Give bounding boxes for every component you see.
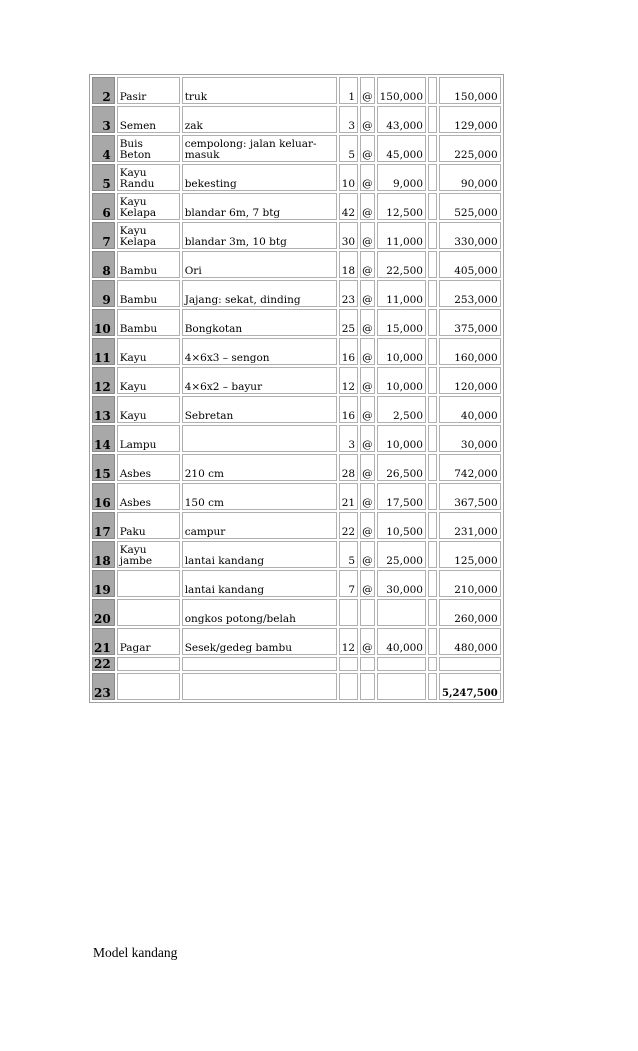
empty-cell [428,222,437,249]
unit-price-cell: 30,000 [377,570,426,597]
at-sign-cell: @ [360,541,375,568]
description-cell [182,657,337,671]
description-cell: lantai kandang [182,541,337,568]
item-name-cell: Kayu jambe [117,541,180,568]
row-number-cell: 4 [92,135,115,162]
table-row [92,106,501,133]
at-sign-cell: @ [360,251,375,278]
unit-price-cell [377,599,426,626]
empty-cell [428,673,437,700]
unit-price-cell: 26,500 [377,454,426,481]
item-name-cell: Asbes [117,483,180,510]
empty-cell [428,541,437,568]
empty-cell [428,512,437,539]
line-total-cell [439,657,501,671]
item-name-cell [117,673,180,700]
unit-price-cell: 10,000 [377,367,426,394]
quantity-cell: 7 [339,570,358,597]
item-name-cell: Paku [117,512,180,539]
item-name-cell: Kayu Kelapa [117,193,180,220]
line-total-cell: 125,000 [439,541,501,568]
empty-cell [428,599,437,626]
table-row [92,338,501,365]
quantity-cell: 23 [339,280,358,307]
table-row [92,628,501,655]
quantity-cell: 21 [339,483,358,510]
empty-cell [428,164,437,191]
item-name-cell: Kayu [117,338,180,365]
table-row [92,280,501,307]
line-total-cell: 30,000 [439,425,501,452]
item-name-cell [117,657,180,671]
item-name-cell: Bambu [117,309,180,336]
item-name-cell: Buis Beton [117,135,180,162]
line-total-cell: 150,000 [439,77,501,104]
item-name-cell: Bambu [117,251,180,278]
unit-price-cell: 11,000 [377,222,426,249]
at-sign-cell: @ [360,222,375,249]
empty-cell [428,251,437,278]
row-number-cell: 6 [92,193,115,220]
quantity-cell: 12 [339,628,358,655]
at-sign-cell [360,599,375,626]
table-row [92,251,501,278]
description-cell: Jajang: sekat, dinding [182,280,337,307]
at-sign-cell: @ [360,280,375,307]
item-name-cell: Bambu [117,280,180,307]
item-name-cell: Kayu Randu [117,164,180,191]
table-row [92,541,501,568]
at-sign-cell: @ [360,570,375,597]
line-total-cell: 375,000 [439,309,501,336]
table-row [92,367,501,394]
at-sign-cell: @ [360,367,375,394]
description-cell: Sebretan [182,396,337,423]
line-total-cell: 225,000 [439,135,501,162]
spreadsheet-body [92,77,501,700]
description-cell: truk [182,77,337,104]
empty-cell [428,280,437,307]
unit-price-cell: 43,000 [377,106,426,133]
row-number-cell: 17 [92,512,115,539]
quantity-cell [339,673,358,700]
unit-price-cell: 40,000 [377,628,426,655]
description-cell: lantai kandang [182,570,337,597]
description-cell: blandar 3m, 10 btg [182,222,337,249]
quantity-cell: 16 [339,396,358,423]
row-number-cell: 16 [92,483,115,510]
description-cell: Sesek/gedeg bambu [182,628,337,655]
table-row [92,512,501,539]
line-total-cell: 40,000 [439,396,501,423]
line-total-cell: 260,000 [439,599,501,626]
at-sign-cell [360,673,375,700]
at-sign-cell: @ [360,135,375,162]
row-number-cell: 5 [92,164,115,191]
unit-price-cell: 10,000 [377,425,426,452]
empty-cell [428,570,437,597]
row-number-cell: 2 [92,77,115,104]
empty-cell [428,425,437,452]
description-cell: zak [182,106,337,133]
quantity-cell: 25 [339,309,358,336]
description-cell: 4×6x3 – sengon [182,338,337,365]
empty-cell [428,77,437,104]
quantity-cell: 30 [339,222,358,249]
table-row [92,454,501,481]
item-name-cell: Semen [117,106,180,133]
line-total-cell: 405,000 [439,251,501,278]
line-total-cell: 231,000 [439,512,501,539]
row-number-cell: 8 [92,251,115,278]
item-name-cell: Pagar [117,628,180,655]
row-number-cell: 18 [92,541,115,568]
quantity-cell: 10 [339,164,358,191]
quantity-cell [339,657,358,671]
description-cell: campur [182,512,337,539]
unit-price-cell: 10,500 [377,512,426,539]
at-sign-cell: @ [360,164,375,191]
unit-price-cell: 2,500 [377,396,426,423]
quantity-cell: 16 [339,338,358,365]
row-number-cell: 13 [92,396,115,423]
item-name-cell [117,599,180,626]
row-number-cell: 10 [92,309,115,336]
unit-price-cell: 150,000 [377,77,426,104]
at-sign-cell: @ [360,454,375,481]
quantity-cell: 22 [339,512,358,539]
empty-cell [428,193,437,220]
empty-cell [428,338,437,365]
table-row [92,164,501,191]
row-number-cell: 19 [92,570,115,597]
line-total-cell: 5,247,500 [439,673,501,700]
table-row [92,135,501,162]
row-number-cell: 11 [92,338,115,365]
at-sign-cell: @ [360,396,375,423]
at-sign-cell: @ [360,338,375,365]
table-row [92,396,501,423]
quantity-cell: 28 [339,454,358,481]
table-row [92,222,501,249]
item-name-cell: Lampu [117,425,180,452]
at-sign-cell: @ [360,483,375,510]
at-sign-cell: @ [360,628,375,655]
line-total-cell: 367,500 [439,483,501,510]
line-total-cell: 129,000 [439,106,501,133]
table-row [92,673,501,700]
line-total-cell: 210,000 [439,570,501,597]
description-cell: bekesting [182,164,337,191]
line-total-cell: 90,000 [439,164,501,191]
quantity-cell: 3 [339,106,358,133]
item-name-cell: Asbes [117,454,180,481]
at-sign-cell: @ [360,193,375,220]
description-cell: Bongkotan [182,309,337,336]
at-sign-cell: @ [360,512,375,539]
table-row [92,483,501,510]
unit-price-cell: 11,000 [377,280,426,307]
row-number-cell: 20 [92,599,115,626]
row-number-cell: 14 [92,425,115,452]
empty-cell [428,483,437,510]
empty-cell [428,454,437,481]
row-number-cell: 9 [92,280,115,307]
quantity-cell: 3 [339,425,358,452]
item-name-cell: Kayu [117,367,180,394]
description-cell: 210 cm [182,454,337,481]
item-name-cell: Kayu [117,396,180,423]
unit-price-cell: 10,000 [377,338,426,365]
empty-cell [428,396,437,423]
quantity-cell: 18 [339,251,358,278]
line-total-cell: 330,000 [439,222,501,249]
unit-price-cell: 45,000 [377,135,426,162]
line-total-cell: 525,000 [439,193,501,220]
cost-spreadsheet [89,74,504,703]
empty-cell [428,367,437,394]
unit-price-cell: 25,000 [377,541,426,568]
row-number-cell: 3 [92,106,115,133]
empty-cell [428,106,437,133]
description-cell: ongkos potong/belah [182,599,337,626]
empty-cell [428,657,437,671]
row-number-cell: 23 [92,673,115,700]
quantity-cell [339,599,358,626]
unit-price-cell: 15,000 [377,309,426,336]
table-row [92,657,501,671]
line-total-cell: 160,000 [439,338,501,365]
row-number-cell: 12 [92,367,115,394]
table-row [92,570,501,597]
line-total-cell: 253,000 [439,280,501,307]
line-total-cell: 742,000 [439,454,501,481]
row-number-cell: 22 [92,657,115,671]
item-name-cell [117,570,180,597]
description-cell: blandar 6m, 7 btg [182,193,337,220]
empty-cell [428,309,437,336]
unit-price-cell [377,673,426,700]
at-sign-cell: @ [360,425,375,452]
row-number-cell: 15 [92,454,115,481]
description-cell [182,425,337,452]
empty-cell [428,135,437,162]
quantity-cell: 5 [339,135,358,162]
unit-price-cell: 17,500 [377,483,426,510]
item-name-cell: Pasir [117,77,180,104]
unit-price-cell: 12,500 [377,193,426,220]
caption-model-kandang: Model kandang [93,945,178,960]
table-row [92,599,501,626]
quantity-cell: 12 [339,367,358,394]
description-cell [182,673,337,700]
unit-price-cell [377,657,426,671]
item-name-cell: Kayu Kelapa [117,222,180,249]
description-cell: 150 cm [182,483,337,510]
description-cell: Ori [182,251,337,278]
quantity-cell: 1 [339,77,358,104]
quantity-cell: 5 [339,541,358,568]
unit-price-cell: 22,500 [377,251,426,278]
table-row [92,309,501,336]
unit-price-cell: 9,000 [377,164,426,191]
at-sign-cell: @ [360,309,375,336]
description-cell: 4×6x2 – bayur [182,367,337,394]
at-sign-cell [360,657,375,671]
empty-cell [428,628,437,655]
at-sign-cell: @ [360,106,375,133]
line-total-cell: 480,000 [439,628,501,655]
table-row [92,77,501,104]
row-number-cell: 21 [92,628,115,655]
line-total-cell: 120,000 [439,367,501,394]
row-number-cell: 7 [92,222,115,249]
description-cell: cempolong: jalan keluar-masuk [182,135,337,162]
table-row [92,193,501,220]
at-sign-cell: @ [360,77,375,104]
table-row [92,425,501,452]
quantity-cell: 42 [339,193,358,220]
